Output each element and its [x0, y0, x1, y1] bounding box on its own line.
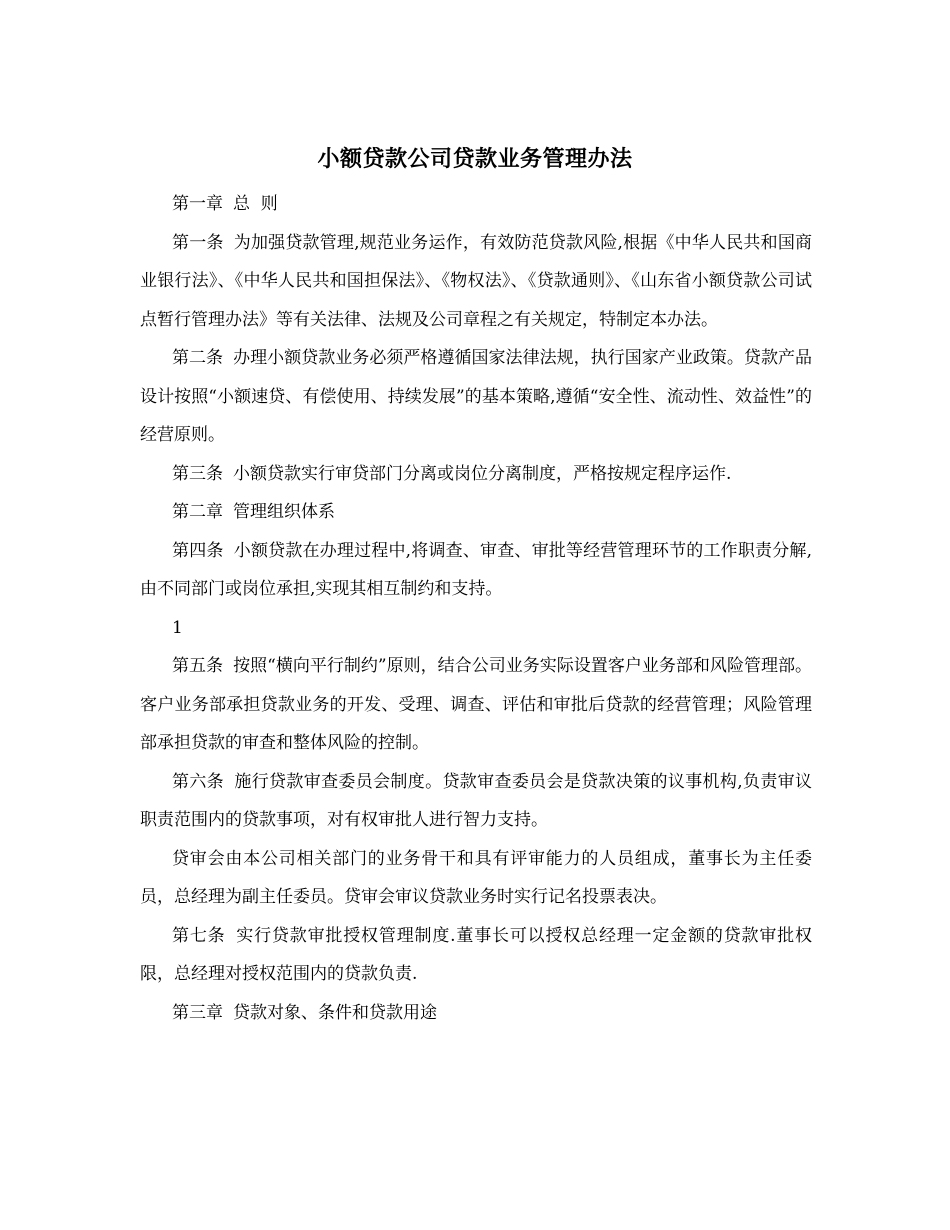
article-text: 为加强贷款管理,规范业务运作，有效防范贷款风险,根据《中华人民共和国商业银行法》、《中华人民共和国担保法》、《物权法》、《贷款通则》、《山东省小额贷款公司试点暂行管理办法》等有关法律、法规及公司章程之有关规定，特制定本办法。 — [140, 232, 813, 330]
article-text: 实行贷款审批授权管理制度.董事长可以授权总经理一定金额的贷款审批权限，总经理对授权范围内的贷款负责. — [140, 925, 812, 984]
article-label: 第三条 — [172, 463, 223, 484]
article-label: 第七条 — [172, 925, 226, 946]
article-label: 第五条 — [172, 656, 224, 676]
article-5 — [140, 647, 812, 763]
document-title: 小额贷款公司贷款业务管理办法 — [317, 146, 633, 172]
chapter-heading-1 — [140, 185, 812, 224]
chapter-heading-3 — [140, 994, 812, 1033]
article-text: 施行贷款审查委员会制度。贷款审查委员会是贷款决策的议事机构,负责审议职责范围内的贷款事项，对有权审批人进行智力支持。 — [140, 771, 813, 830]
document-body — [140, 185, 812, 1032]
chapter-title: 总 则 — [233, 194, 278, 214]
page-number: 1 — [172, 617, 183, 638]
article-label: 第六条 — [172, 771, 225, 792]
article-label: 第二条 — [172, 348, 224, 368]
chapter-label: 第一章 — [172, 194, 223, 214]
article-6 — [140, 763, 812, 840]
chapter-title: 贷款对象、条件和贷款用途 — [233, 1002, 437, 1023]
chapter-title: 管理组织体系 — [233, 502, 335, 522]
article-text: 小额贷款在办理过程中,将调查、审查、审批等经营管理环节的工作职责分解,由不同部门或岗位承担,实现其相互制约和支持。 — [140, 540, 813, 599]
article-1 — [140, 224, 812, 340]
chapter-heading-2 — [140, 493, 812, 532]
article-7 — [140, 917, 812, 994]
article-label: 第一条 — [172, 232, 224, 253]
article-3 — [140, 455, 812, 494]
chapter-label: 第二章 — [172, 502, 223, 522]
chapter-label: 第三章 — [172, 1002, 223, 1023]
committee-paragraph: 贷审会由本公司相关部门的业务骨干和具有评审能力的人员组成，董事长为主任委员，总经理为副主任委员。贷审会审议贷款业务时实行记名投票表决。 — [140, 848, 812, 907]
article-text: 办理小额贷款业务必须严格遵循国家法律法规，执行国家产业政策。贷款产品设计按照“小额速贷、有偿使用、持续发展”的基本策略,遵循“安全性、流动性、效益性”的经营原则。 — [140, 348, 813, 445]
article-text: 小额贷款实行审贷部门分离或岗位分离制度，严格按规定程序运作. — [233, 463, 732, 484]
article-4 — [140, 532, 812, 609]
article-label: 第四条 — [172, 540, 224, 561]
article-2 — [140, 339, 812, 455]
article-text: 按照“横向平行制约”原则，结合公司业务实际设置客户业务部和风险管理部。客户业务部承担贷款业务的开发、受理、调查、评估和审批后贷款的经营管理；风险管理部承担贷款的审查和整体风险的控制。 — [140, 656, 813, 753]
